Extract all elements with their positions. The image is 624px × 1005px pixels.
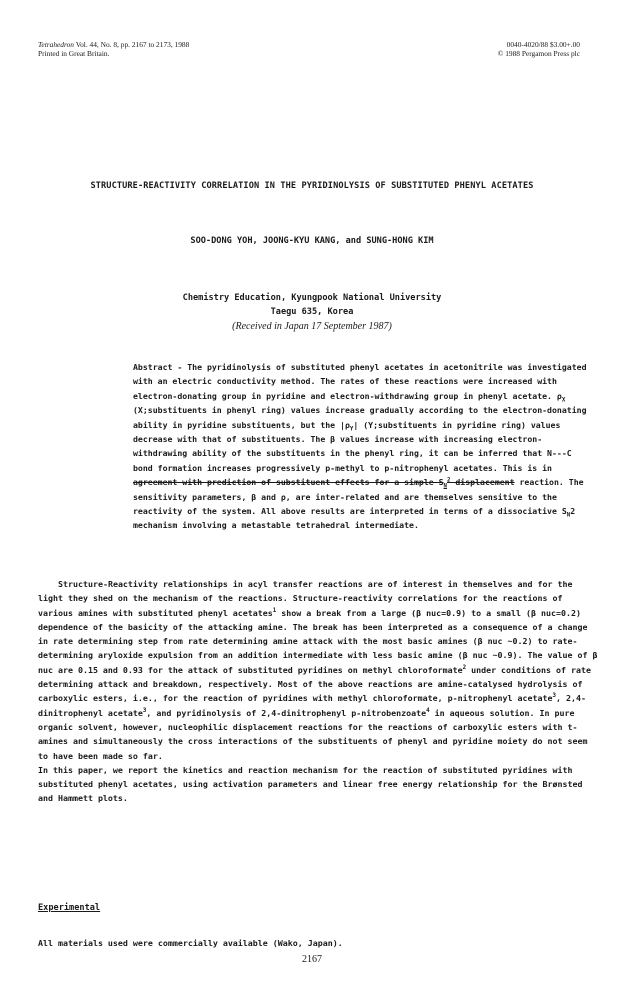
- subscript: N: [566, 512, 571, 519]
- paragraph-intro: [38, 577, 598, 763]
- abstract-part: (X;substituents in phenyl ring) values increase gradually according to the electron-donating ability in pyridine substituents, but the |: [133, 405, 587, 430]
- abstract-strikeout: [133, 477, 515, 490]
- superscript: 2: [447, 477, 451, 484]
- subscript: Y: [349, 426, 354, 433]
- affiliation: [0, 291, 624, 319]
- rho-symbol: ρ: [556, 390, 562, 401]
- text-part: under conditions of rate determining attack and breakdown, respectively. Most of the above reactions are amine-catalysed hydrolysis of carboxylic esters, i.e., for the reaction of pyridines with methyl chloroformate, p-nitrophenyl acetate: [38, 664, 591, 704]
- main-text: [38, 577, 598, 806]
- reference-mark: 4: [426, 707, 430, 714]
- text-part: , and pyridinolysis of 2,4-dinitrophenyl p-nitrobenzoate: [146, 707, 427, 718]
- paragraph-aim: In this paper, we report the kinetics and reaction mechanism for the reaction of substituted pyridines with substituted phenyl acetates, using activation parameters and linear free energy relationship for the Brønsted and Hammett plots.: [38, 764, 583, 804]
- abstract-text: [133, 360, 595, 533]
- abstract-part: Abstract - The pyridinolysis of substituted phenyl acetates in acetonitrile was investigated with an electric conductivity method. The rates of these reactions were increased with electron-donating group in pyridine and electron-withdrawing group in phenyl acetate.: [133, 362, 587, 401]
- page-number: 2167: [302, 954, 322, 965]
- journal-name: Tetrahedron: [38, 40, 74, 49]
- text-part: in aqueous solution. In pure organic solvent, however, nucleophilic displacement reactions for the reactions of carboxylic esters with t-amines and simultaneously the cross interactions of the substituents of phenyl and pyridine moiety do not seem to have been made so far.: [38, 707, 588, 761]
- affiliation-line2: Taegu 635, Korea: [270, 307, 354, 317]
- subscript: N: [443, 483, 447, 490]
- authors: SOO-DONG YOH, JOONG-KYU KANG, and SUNG-HONG KIM: [190, 236, 434, 246]
- abstract-part: displacement: [450, 477, 515, 488]
- rho-symbol: ρ: [344, 419, 350, 430]
- text-part: Structure-Reactivity relationships in acyl transfer reactions are of interest in themselves and for the light they shed on the mechanism of the reactions. Structure-reactivity correlations for the reactions of various amines with substituted phenyl acetates: [38, 579, 573, 618]
- price-code: 0040-4020/88 $3.00+.00: [506, 40, 580, 49]
- section-heading-experimental: Experimental: [38, 903, 101, 913]
- affiliation-line1: Chemistry Education, Kyungpook National University: [182, 293, 442, 303]
- reference-mark: 3: [552, 693, 557, 700]
- journal-citation: Vol. 44, No. 8, pp. 2167 to 2173, 1988: [75, 40, 190, 49]
- experimental-text: All materials used were commercially available (Wako, Japan).: [38, 938, 343, 948]
- printed-note: Printed in Great Britain.: [38, 49, 110, 58]
- subscript: X: [561, 397, 566, 404]
- abstract-part: reaction. The sensitivity parameters, β and ρ, are inter-related and are themselves sensitive to the reactivity of the system. All above results are interpreted in terms of a dissociative S: [133, 477, 584, 517]
- reference-mark: 1: [272, 607, 277, 614]
- abstract: [133, 360, 595, 533]
- received-date: (Received in Japan 17 September 1987): [232, 321, 392, 332]
- text-part: show a break from a large (β nuc=0.9) to a small (β nuc=0.2) dependence of the basicity of the attacking amine. The break has been interpreted as a consequence of a change in rate determining step from rate determining amine attack with the most basic amines (β nuc ~0.2) to rate-determining aryloxide expulsion from an addition intermediate with less basic amine (β nuc ~0.9). The value of β nuc are 0.15 and 0.93 for the attack of substituted pyridines on methyl chloroformate: [38, 607, 598, 675]
- copyright: © 1988 Pergamon Press plc: [497, 49, 580, 58]
- journal-header: [38, 40, 189, 58]
- abstract-part: | (Y;substituents in pyridine ring) values decrease with that of substituents. The β values increase with increasing electron-withdrawing ability of the substituents in the phenyl ring, it can be inferred that N---C bond formation increases progressively p-methyl to p-nitrophenyl acetates. This is in: [133, 419, 572, 473]
- publisher-header: [498, 40, 580, 58]
- paper-title: STRUCTURE-REACTIVITY CORRELATION IN THE PYRIDINOLYSIS OF SUBSTITUTED PHENYL ACETATES: [90, 181, 534, 191]
- reference-mark: 2: [462, 665, 467, 672]
- text-part: , 2,4-dinitrophenyl acetate: [38, 693, 586, 718]
- abstract-part: agreement with prediction of substituent effects for a simple S: [133, 477, 444, 488]
- abstract-part: 2 mechanism involving a metastable tetrahedral intermediate.: [133, 506, 576, 531]
- reference-mark: 3: [142, 707, 147, 714]
